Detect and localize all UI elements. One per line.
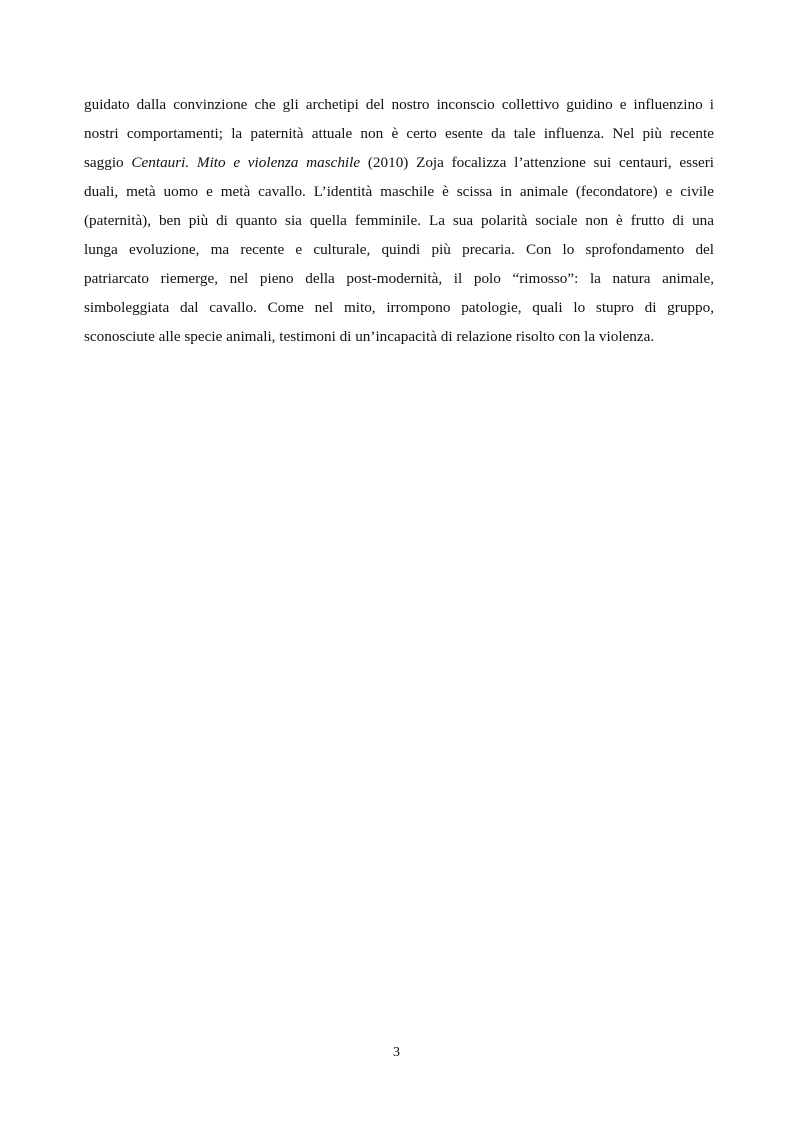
text-line <box>84 119 714 148</box>
text-segment: lunga evoluzione, ma recente e culturale, quindi più precaria. Con lo sprofondamento del <box>84 241 714 258</box>
text-line <box>84 235 714 264</box>
text-segment: duali, metà uomo e metà cavallo. L’identità maschile è scissa in animale (fecondatore) e civile <box>84 183 714 200</box>
text-segment: nostri comportamenti; la paternità attuale non è certo esente da tale influenza. Nel più recente <box>84 125 714 142</box>
text-segment: (paternità), ben più di quanto sia quella femminile. La sua polarità sociale non è frutto di una <box>84 212 714 229</box>
text-line <box>84 177 714 206</box>
text-segment: patriarcato riemerge, nel pieno della post-modernità, il polo “rimosso”: la natura animale, <box>84 270 714 287</box>
text-line <box>84 148 714 177</box>
text-segment: guidato dalla convinzione che gli archetipi del nostro inconscio collettivo guidino e influenzino i <box>84 96 714 113</box>
book-title: Centauri. Mito e violenza maschile <box>131 154 361 171</box>
text-segment: simboleggiata dal cavallo. Come nel mito, irrompono patologie, quali lo stupro di gruppo, <box>84 299 714 316</box>
text-line <box>84 90 714 119</box>
text-segment: sconosciute alle specie animali, testimoni di un’incapacità di relazione risolto con la violenza. <box>84 328 655 345</box>
text-segment: (2010) Zoja focalizza l’attenzione sui centauri, esseri <box>360 154 715 171</box>
text-line <box>84 264 714 293</box>
page-number: 3 <box>393 1045 400 1060</box>
text-line <box>84 322 714 351</box>
body-paragraph <box>84 90 714 351</box>
text-line <box>84 206 714 235</box>
text-line <box>84 293 714 322</box>
text-segment: saggio <box>84 154 132 171</box>
